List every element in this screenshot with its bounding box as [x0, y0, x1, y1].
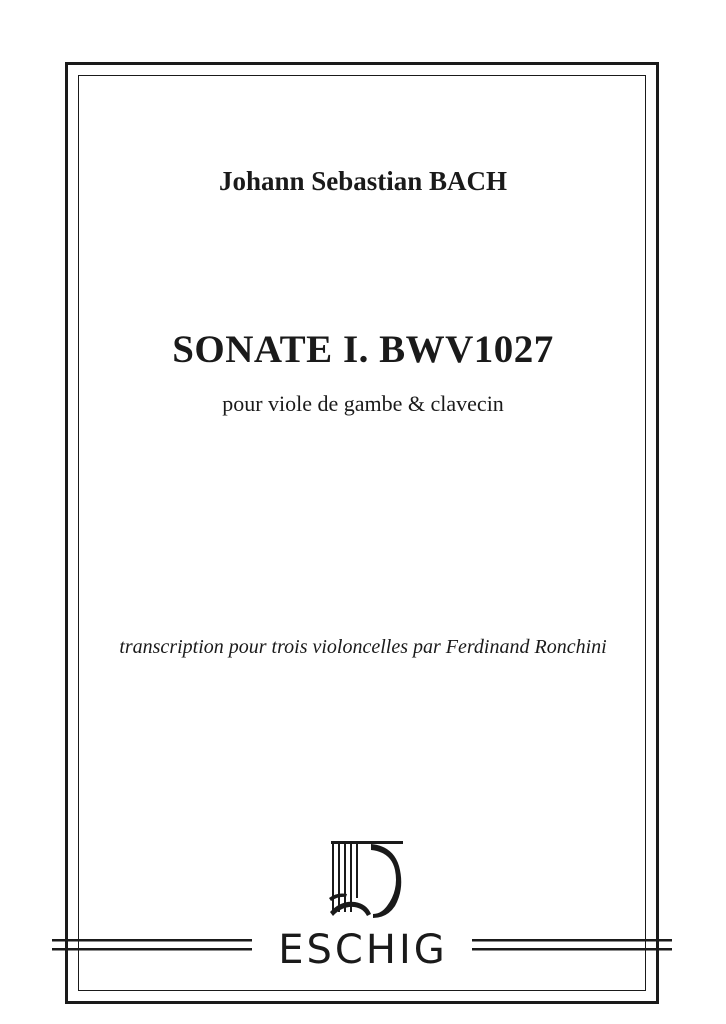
publisher-logo	[0, 836, 726, 986]
work-title: SONATE I. BWV1027	[172, 328, 554, 371]
harp-logo-icon	[327, 840, 403, 918]
instrumentation-subtitle: pour viole de gambe & clavecin	[222, 391, 504, 416]
publisher-row	[0, 928, 726, 978]
right-rule	[472, 938, 672, 952]
composer-name: Johann Sebastian BACH	[218, 166, 508, 196]
transcription-credit: transcription pour trois violoncelles par Ferdinand Ronchini	[119, 636, 607, 658]
publisher-name: ESCHIG	[278, 927, 448, 973]
